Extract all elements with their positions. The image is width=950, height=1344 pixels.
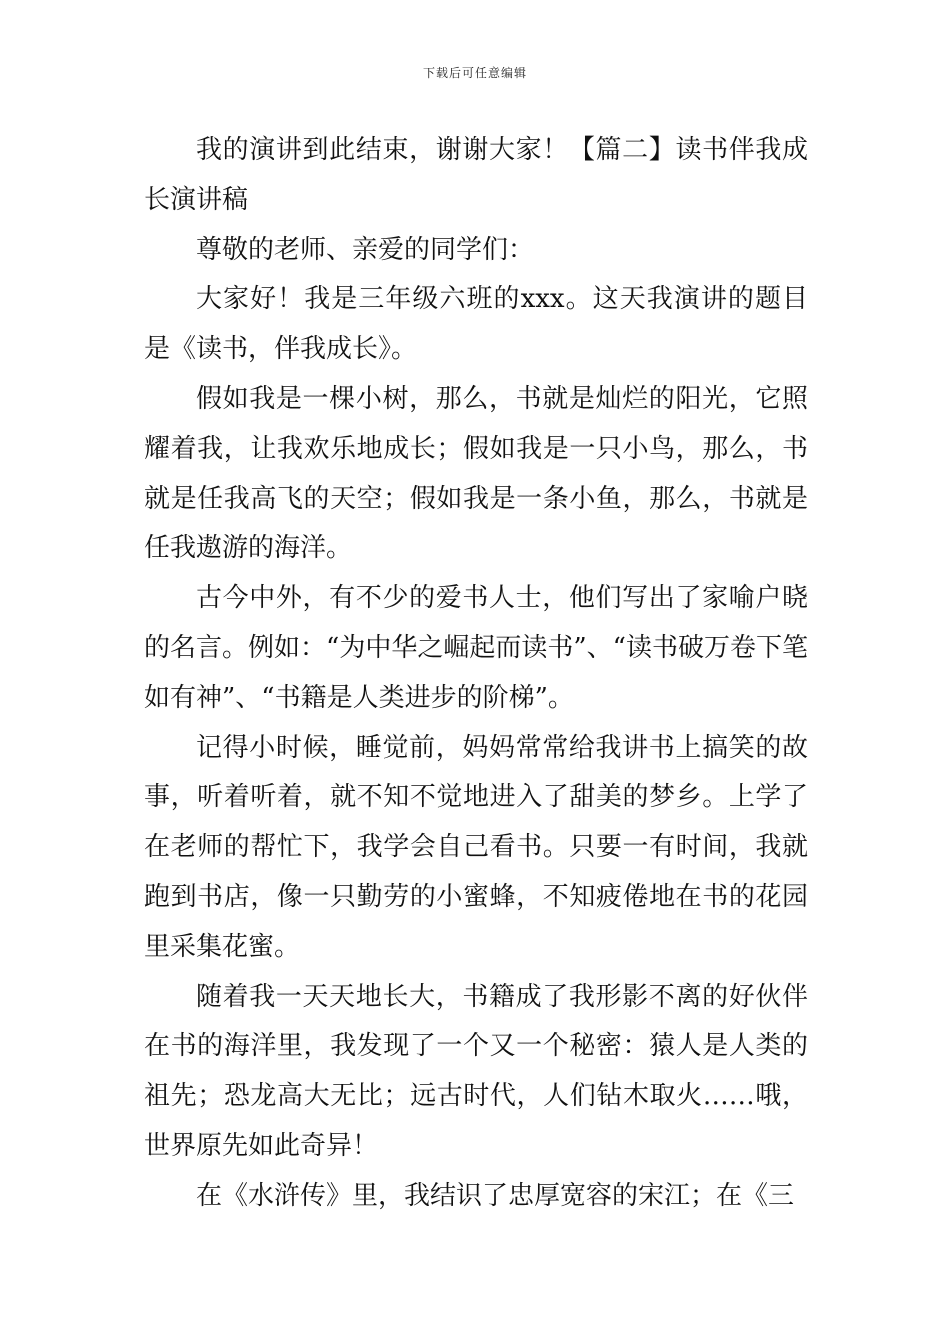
paragraph: 我的演讲到此结束，谢谢大家！【篇二】读书伴我成长演讲稿 <box>144 135 808 215</box>
page-header: 下载后可任意编辑 <box>422 66 527 80</box>
paragraph: 在《水浒传》里，我结识了忠厚宽容的宋江；在《三 <box>196 1180 795 1211</box>
paragraph: 随着我一天天地长大，书籍成了我形影不离的好伙伴在书的海洋里，我发现了一个又一个秘密：猿人是人类的祖先；恐龙高大无比；远古时代，人们钻木取火……哦，世界原先如此奇异！ <box>144 981 808 1161</box>
document-body <box>144 126 808 1222</box>
paragraph: 假如我是一棵小树，那么，书就是灿烂的阳光，它照耀着我，让我欢乐地成长；假如我是一只小鸟，那么，书就是任我高飞的天空；假如我是一条小鱼，那么，书就是任我遨游的海洋。 <box>144 383 808 564</box>
paragraph: 记得小时候，睡觉前，妈妈常常给我讲书上搞笑的故事，听着听着，就不知不觉地进入了甜美的梦乡。上学了在老师的帮忙下，我学会自己看书。只要一有时间，我就跑到书店，像一只勤劳的小蜜蜂，不知疲倦地在书的花园里采集花蜜。 <box>144 732 808 962</box>
paragraph: 大家好！我是三年级六班的xxx。这天我演讲的题目是《读书，伴我成长》。 <box>144 284 808 365</box>
paragraph: 古今中外，有不少的爱书人士，他们写出了家喻户晓的名言。例如：“为中华之崛起而读书”、“读书破万卷下笔如有神”、“书籍是人类进步的阶梯”。 <box>144 583 808 713</box>
paragraph: 尊敬的老师、亲爱的同学们： <box>196 234 535 265</box>
